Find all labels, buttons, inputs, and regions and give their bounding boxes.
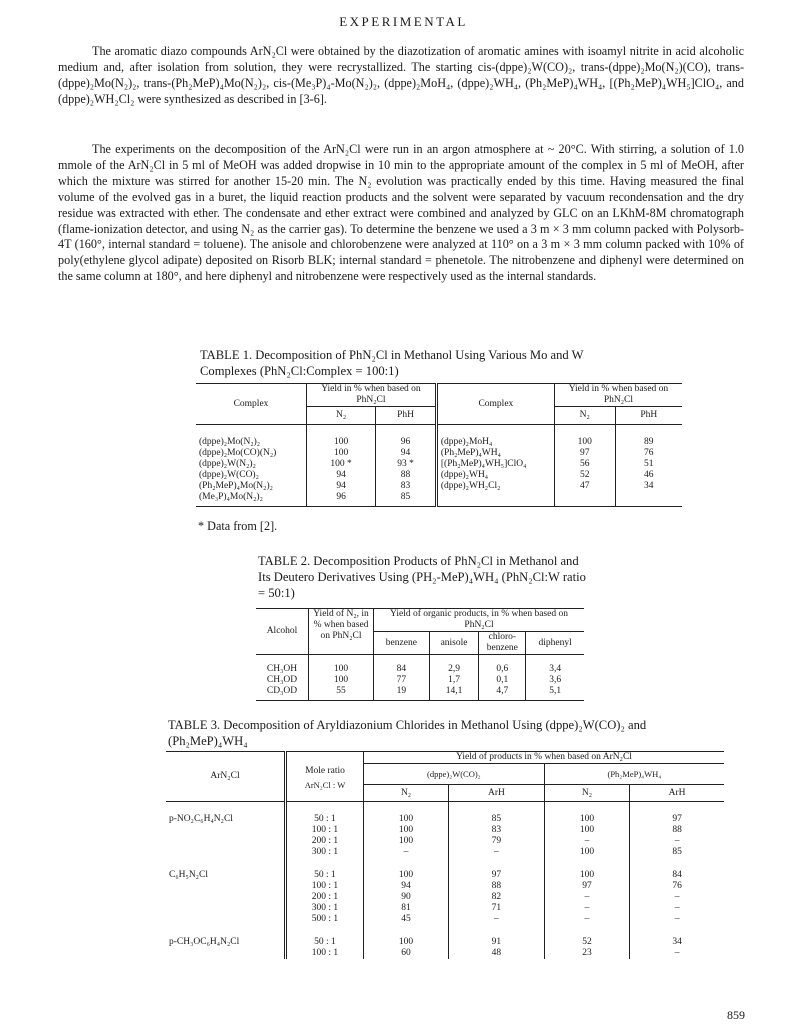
t3-group-nitro: [166, 802, 724, 859]
table1-footnote: * Data from [2].: [198, 519, 278, 533]
t1-head-yield: Yield in % when based on PhN₂Cl: [307, 384, 437, 407]
t2-head-yield-n2: Yield of N₂, in % when based on PhN₂Cl: [309, 609, 374, 655]
t2-head-diphenyl: diphenyl: [526, 632, 584, 655]
t3-group-name: p-NO₂C₆H₄N₂Cl: [169, 814, 233, 824]
t3-head-b-arh: ArH: [630, 785, 724, 802]
t2-col-anisole: 2,9 1,7 14,1: [429, 655, 479, 701]
t1-left-phh: 96 94 93 * 88 83 85: [376, 425, 437, 507]
t1-left-complex: (dppe)₂Mo(N₂)₂ (dppe)₂Mo(CO)(N₂) (dppe)₂W(N₂)₂ (dppe)₂W(CO)₂ (Ph₂MeP)₄Mo(N₂)₂ (Me₃P)₄Mo(N₂)₂: [199, 437, 277, 502]
table1: [196, 383, 682, 507]
table3: [166, 751, 724, 959]
t3-head-mole-ratio-sub: ArN₂Cl : W: [304, 780, 346, 790]
t3-b-arh: 34 –: [630, 925, 724, 959]
t3-group-name: p-CH₃OC₆H₄N₂Cl: [169, 937, 240, 947]
t3-b-n2: 52 23: [544, 925, 629, 959]
t3-b-arh: 97 88 – 85: [630, 802, 724, 859]
t1-head-complex-right: Complex: [436, 384, 554, 425]
t3-ratio: 50 : 1 100 : 1: [286, 925, 364, 959]
t2-head-anisole: anisole: [429, 632, 479, 655]
t3-a-n2: 100 60: [364, 925, 449, 959]
t1-head-yield-right: Yield in % when based on PhN₂Cl: [554, 384, 682, 407]
t3-a-arh: 91 48: [449, 925, 545, 959]
t2-col-chlorobenzene: 0,6 0,1 4,7: [479, 655, 526, 701]
t3-head-a-arh: ArH: [449, 785, 545, 802]
t2-col-alcohol: CH₃OH CH₃OD CD₃OD: [266, 664, 298, 696]
t1-head-phh-right: PhH: [615, 407, 682, 425]
t1-left-n2: 100 100 100 * 94 94 96: [307, 425, 376, 507]
t3-a-n2: 100 100 100 –: [364, 802, 449, 859]
t1-head-complex: Complex: [196, 384, 307, 425]
t3-a-n2: 100 94 90 81 45: [364, 858, 449, 925]
paragraph-procedure: The experiments on the decomposition of the ArN₂Cl were run in an argon atmosphere at ~ 20°C. With stirring, a solution of 1.0 mmole of the ArN₂Cl in 5 ml of MeOH was added dropwise in 10 min to the appropriate amount of the complex in 5 ml of MeOH, after which the mixture was stirred for another 15-20 min. The N₂ evolution was practically ended by this time. Having measured the final volume of the evolved gas in a buret, the liquid reaction products and the solvent were separated by vacuum recondensation and the dry residue was extracted with ether. The condensate and ether extract were combined and analyzed by GLC on an LKhM-8M chromatograph (flame-ionization detector, and using N₂ as the carrier gas). To determine the benzene we used a 3 m × 3 mm column packed with Polysorb-4T (160°, internal standard = toluene). The anisole and chlorobenzene were analyzed at 110° on a 3 m × 3 mm column packed with 10% of poly(ethylene glycol adipate) deposited on Risorb BLK; internal standard = phenetole. The nitrobenzene and diphenyl were determined on the same column at 180°, and here diphenyl and nitrobenzene were respectively used as the internal standards.: [58, 142, 744, 284]
t1-right-complex: (dppe)₂MoH₄ (Ph₂MeP)₄WH₄ [(Ph₂MeP)₄WH₅]ClO₄ (dppe)₂WH₄ (dppe)₂WH₂Cl₂: [436, 425, 554, 507]
t3-group-name: C₆H₅N₂Cl: [169, 870, 208, 880]
t1-head-phh: PhH: [376, 407, 437, 425]
t3-a-arh: 97 88 82 71 –: [449, 858, 545, 925]
t1-right-phh: 89 76 51 46 34: [615, 425, 682, 507]
t2-col-diphenyl: 3,4 3,6 5,1: [526, 655, 584, 701]
t3-head-a-n2: N₂: [364, 785, 449, 802]
t3-b-arh: 84 76 – – –: [630, 858, 724, 925]
t3-head-b-n2: N₂: [544, 785, 629, 802]
t2-head-alcohol: Alcohol: [256, 609, 309, 655]
t3-ratio: 50 : 1 100 : 1 200 : 1 300 : 1: [286, 802, 364, 859]
table3-caption: TABLE 3. Decomposition of Aryldiazonium Chlorides in Methanol Using (dppe)₂W(CO)₂ and (Ph₂MeP)₄WH₄: [168, 718, 647, 748]
t3-head-complex-a: (dppe)₂W(CO)₂: [364, 764, 545, 785]
table2: [256, 608, 584, 701]
t2-head-yield-organic: Yield of organic products, in % when based on PhN₂Cl: [374, 609, 585, 632]
t3-group-phenyl: [166, 858, 724, 925]
table2-caption: TABLE 2. Decomposition Products of PhN₂Cl in Methanol and Its Deutero Derivatives Using (PH₂-MeP)₄WH₄ (PhN₂Cl:W ratio = 50:1): [258, 554, 586, 600]
paragraph-reagents: The aromatic diazo compounds ArN₂Cl were obtained by the diazotization of aromatic amines with isoamyl nitrite in acid alcoholic medium and, after isolation from solution, they were recrystallized. The starting cis-(dppe)₂W(CO)₂, trans-(dppe)₂Mo(N₂)(CO), trans-(dppe)₂Mo(N₂)₂, trans-(Ph₂MeP)₄Mo(N₂)₂, cis-(Me₃P)₄-Mo(N₂)₂, (dppe)₂MoH₄, (dppe)₂WH₄, (Ph₂MeP)₄WH₄, [(Ph₂MeP)₄WH₅]ClO₄, and (dppe)₂WH₂Cl₂ were synthesized as described in [3-6].: [58, 44, 744, 106]
t3-head-mole-ratio: [286, 752, 364, 802]
t3-a-arh: 85 83 79 –: [449, 802, 545, 859]
t3-b-n2: 100 97 – – –: [544, 858, 629, 925]
section-heading: EXPERIMENTAL: [339, 14, 468, 29]
t3-head-yield: Yield of products in % when based on ArN₂Cl: [364, 752, 725, 764]
t2-col-benzene: 84 77 19: [374, 655, 430, 701]
t3-head-complex-b: (Ph₂MeP)₄WH₄: [544, 764, 724, 785]
t3-group-methoxy: [166, 925, 724, 959]
t1-head-n2-right: N₂: [554, 407, 615, 425]
t3-head-arn2cl: ArN₂Cl: [166, 752, 286, 802]
t2-head-benzene: benzene: [374, 632, 430, 655]
t3-b-n2: 100 100 – 100: [544, 802, 629, 859]
t3-head-mole-ratio-label: Mole ratio: [305, 766, 345, 776]
t1-right-n2: 100 97 56 52 47: [554, 425, 615, 507]
t1-head-n2: N₂: [307, 407, 376, 425]
t3-ratio: 50 : 1 100 : 1 200 : 1 300 : 1 500 : 1: [286, 858, 364, 925]
table1-caption: TABLE 1. Decomposition of PhN₂Cl in Methanol Using Various Mo and W Complexes (PhN₂Cl:Complex = 100:1): [200, 348, 584, 378]
t2-head-chlorobenzene: chloro-benzene: [479, 632, 526, 655]
t2-col-n2: 100 100 55: [309, 655, 374, 701]
page-number: 859: [727, 1008, 745, 1022]
